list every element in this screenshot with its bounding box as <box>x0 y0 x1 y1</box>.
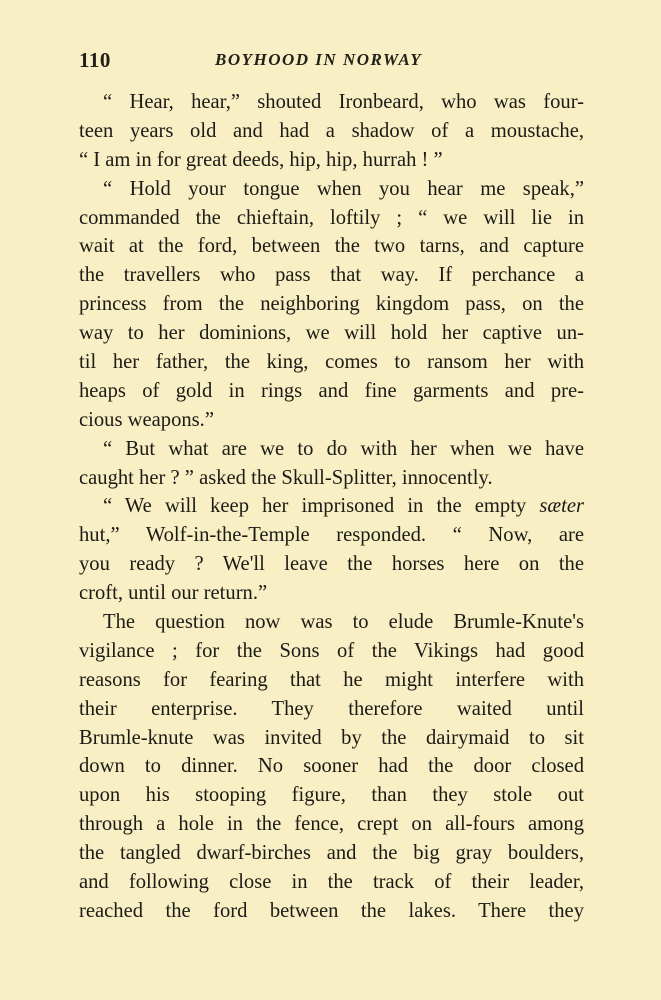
text-line: “ Hear, hear,” shouted Ironbeard, who was four- <box>103 91 584 113</box>
text-line: “ But what are we to do with her when we have <box>103 437 584 460</box>
text-line: way to her dominions, we will hold her captive un- <box>79 322 584 345</box>
text-line: caught her ? ” asked the Skull-Splitter, innocently. <box>79 466 493 489</box>
text-line: Brumle-knute was invited by the dairymaid to sit <box>79 726 584 749</box>
running-head: BOYHOOD IN NORWAY <box>215 50 423 69</box>
text-line: reached the ford between the lakes. There they <box>79 899 584 922</box>
text-line: “ I am in for great deeds, hip, hip, hurrah ! ” <box>79 148 443 171</box>
text-line: wait at the ford, between the two tarns, and capture <box>79 235 584 258</box>
text-line: through a hole in the fence, crept on all-fours among <box>79 813 584 836</box>
text-line: their enterprise. They therefore waited until <box>79 697 584 720</box>
body-text <box>79 88 584 926</box>
text-line: vigilance ; for the Sons of the Vikings had good <box>79 639 584 662</box>
text-line: down to dinner. No sooner had the door closed <box>79 755 584 778</box>
text-line: commanded the chieftain, loftily ; “ we will lie in <box>79 206 584 229</box>
text-line: teen years old and had a shadow of a moustache, <box>79 119 584 142</box>
italic-word: sæter <box>539 495 584 518</box>
text-line: princess from the neighboring kingdom pass, on the <box>79 293 584 316</box>
text-line: and following close in the track of their leader, <box>79 871 584 894</box>
text-line: upon his stooping figure, than they stole out <box>79 784 584 807</box>
text-line: the travellers who pass that way. If perchance a <box>79 264 584 287</box>
text-line: cious weapons.” <box>79 408 214 431</box>
text-line: hut,” Wolf-in-the-Temple responded. “ Now, are <box>79 524 584 547</box>
text-line: reasons for fearing that he might interfere with <box>79 668 584 691</box>
text-line: til her father, the king, comes to ransom her with <box>79 351 584 374</box>
text-line-start: “ We will keep her imprisoned in the empty <box>103 495 527 518</box>
text-line: croft, until our return.” <box>79 582 268 605</box>
text-line: The question now was to elude Brumle-Knute's <box>103 611 584 634</box>
page-number: 110 <box>79 48 111 72</box>
text-line: you ready ? We'll leave the horses here on the <box>79 553 584 576</box>
text-line: the tangled dwarf-birches and the big gray boulders, <box>79 842 584 865</box>
text-line: “ Hold your tongue when you hear me speak,” <box>103 177 584 200</box>
text-line <box>79 492 584 521</box>
text-line: heaps of gold in rings and fine garments and pre- <box>79 379 584 402</box>
page-header <box>79 48 584 76</box>
